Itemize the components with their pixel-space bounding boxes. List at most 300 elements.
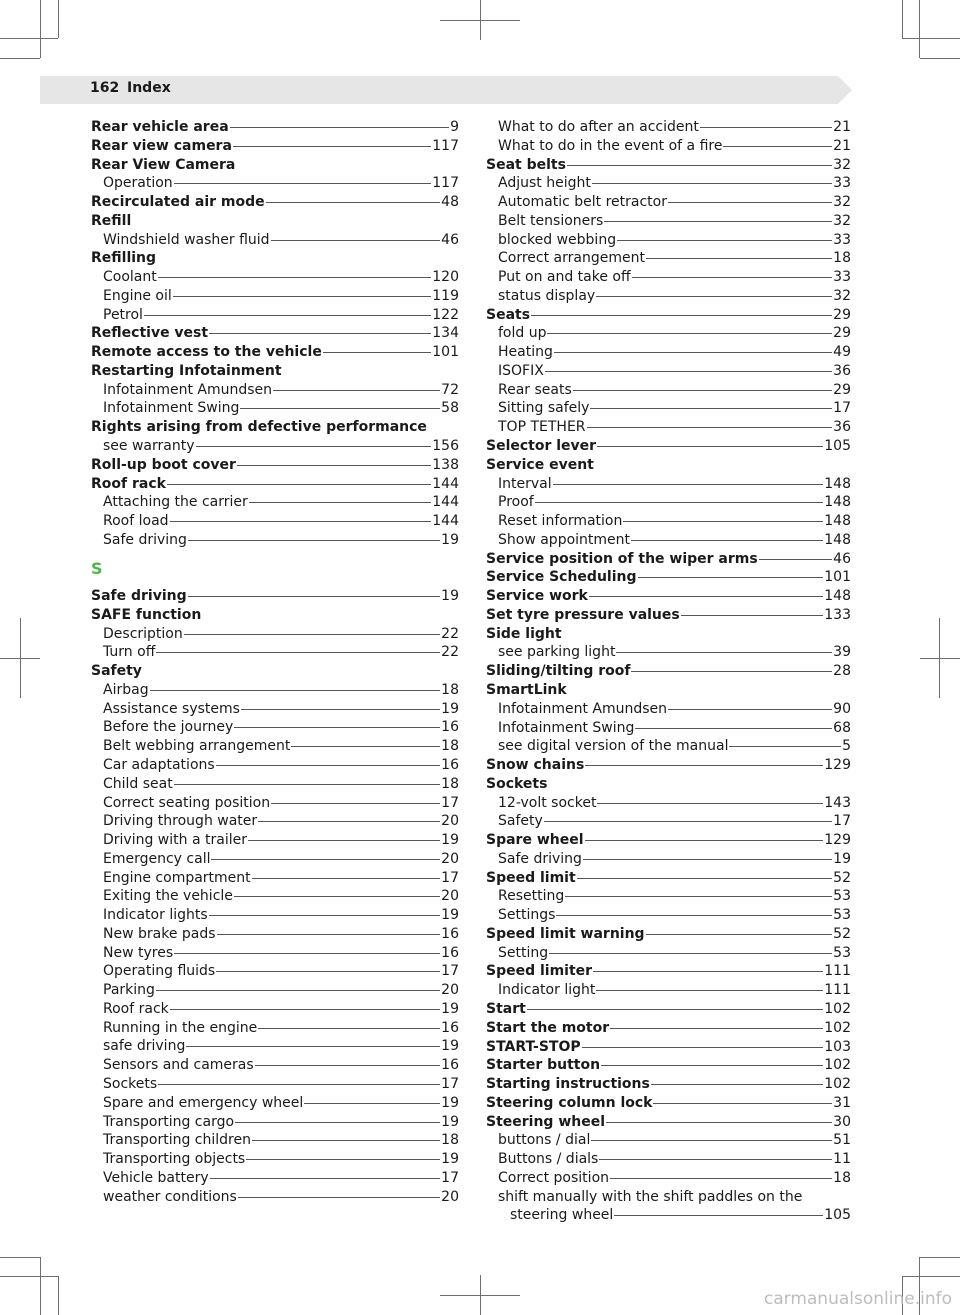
index-page-number: 33 <box>833 269 851 286</box>
leader-line <box>248 840 440 841</box>
index-entry-label: Rights arising from defective performance <box>91 419 427 436</box>
leader-line <box>271 803 440 804</box>
leader-line <box>596 296 832 297</box>
index-subentry <box>91 1037 459 1056</box>
index-entry-label: Service work <box>486 588 588 605</box>
leader-line <box>174 784 440 785</box>
index-subentry <box>486 719 851 738</box>
index-entry <box>91 137 459 156</box>
watermark: carmanualsonline.info <box>763 1289 952 1309</box>
index-entry-label: Safe driving <box>91 588 187 605</box>
crop-mark <box>0 1257 40 1258</box>
index-page-number: 31 <box>833 1094 851 1111</box>
leader-line <box>646 258 832 259</box>
index-page-number: 46 <box>833 550 851 567</box>
leader-line <box>596 990 823 991</box>
index-page-number: 20 <box>441 813 459 830</box>
leader-line <box>614 1215 823 1216</box>
index-page-number: 32 <box>833 287 851 304</box>
leader-line <box>233 146 431 147</box>
index-entry <box>486 681 851 700</box>
index-page-number: 19 <box>441 700 459 717</box>
index-subentry <box>91 625 459 644</box>
leader-line <box>583 859 832 860</box>
leader-line <box>291 746 440 747</box>
crop-mark <box>919 0 920 58</box>
index-entry-label: see digital version of the manual <box>498 738 729 755</box>
index-entry <box>486 869 851 888</box>
index-entry-label: ISOFIX <box>498 362 544 379</box>
index-entry-label: 12-volt socket <box>498 794 597 811</box>
crop-mark <box>440 20 520 21</box>
index-entry-label: Correct arrangement <box>498 250 645 267</box>
index-entry-label: Vehicle battery <box>103 1169 209 1186</box>
index-entry-label: Heating <box>498 344 553 361</box>
index-entry <box>486 831 851 850</box>
leader-line <box>527 1009 823 1010</box>
leader-line <box>156 990 440 991</box>
index-entry <box>91 418 459 437</box>
index-page-number: 21 <box>833 137 851 154</box>
index-entry-label: Interval <box>498 475 552 492</box>
page-title: Index <box>127 80 171 96</box>
index-subentry <box>91 381 459 400</box>
index-entry-label: Belt tensioners <box>498 212 604 229</box>
index-entry-label: Operating fluids <box>103 963 216 980</box>
index-subentry <box>486 944 851 963</box>
index-page-number: 53 <box>833 888 851 905</box>
leader-line <box>729 746 841 747</box>
index-entry <box>91 456 459 475</box>
index-subentry <box>486 812 851 831</box>
index-entry-label: Starter button <box>486 1057 601 1074</box>
leader-line <box>240 408 440 409</box>
index-page-number: 18 <box>441 775 459 792</box>
index-subentry <box>91 775 459 794</box>
index-subentry <box>486 794 851 813</box>
leader-line <box>638 577 824 578</box>
index-page-number: 22 <box>441 625 459 642</box>
crop-mark <box>0 58 40 59</box>
index-subentry <box>486 850 851 869</box>
index-entry-label: New tyres <box>103 944 174 961</box>
index-entry-label: Infotainment Swing <box>498 719 635 736</box>
index-entry-label: Show appointment <box>498 531 631 548</box>
index-subentry <box>486 1188 851 1207</box>
index-page-number: 17 <box>441 794 459 811</box>
index-subentry <box>486 381 851 400</box>
leader-line <box>567 165 832 166</box>
index-subentry <box>486 493 851 512</box>
index-page-number: 105 <box>824 1207 851 1224</box>
index-entry <box>486 550 851 569</box>
index-entry-label: Belt webbing arrangement <box>103 738 291 755</box>
index-page-number: 19 <box>833 850 851 867</box>
index-page-number: 18 <box>833 1169 851 1186</box>
index-subentry <box>486 231 851 250</box>
index-entry <box>91 118 459 137</box>
index-entry-label: Side light <box>486 625 562 642</box>
index-entry <box>91 343 459 362</box>
leader-line <box>604 221 832 222</box>
leader-line <box>167 484 431 485</box>
index-entry-label: New brake pads <box>103 925 216 942</box>
index-page-number: 111 <box>824 982 851 999</box>
index-subentry <box>91 718 459 737</box>
index-entry-label: Safety <box>498 813 543 830</box>
index-entry <box>486 925 851 944</box>
leader-line <box>170 521 432 522</box>
index-page-number: 29 <box>833 306 851 323</box>
leader-line <box>573 390 832 391</box>
index-page-number: 46 <box>441 231 459 248</box>
leader-line <box>173 296 431 297</box>
index-page-number: 53 <box>833 944 851 961</box>
index-entry-label: Spare and emergency wheel <box>103 1094 304 1111</box>
index-page-number: 18 <box>833 250 851 267</box>
leader-line <box>238 1197 440 1198</box>
index-entry-label: Remote access to the vehicle <box>91 344 322 361</box>
index-entry-label: Petrol <box>103 306 143 323</box>
index-subentry <box>486 399 851 418</box>
index-entry-label: What to do in the event of a fire <box>498 137 723 154</box>
index-entry-label: Turn off <box>103 644 156 661</box>
index-entry <box>486 1094 851 1113</box>
index-page-number: 18 <box>441 1132 459 1149</box>
index-entry-label: Speed limiter <box>486 963 593 980</box>
index-entry-label: steering wheel <box>510 1207 614 1224</box>
index-entry-label: Settings <box>498 907 556 924</box>
index-page-number: 101 <box>432 344 459 361</box>
index-page-number: 49 <box>833 344 851 361</box>
index-entry-label: Safe driving <box>103 531 187 548</box>
leader-line <box>258 1028 440 1029</box>
leader-line <box>590 408 832 409</box>
index-page-number: 11 <box>833 1151 851 1168</box>
index-subentry <box>91 1019 459 1038</box>
index-page-number: 20 <box>441 888 459 905</box>
index-page-number: 111 <box>824 963 851 980</box>
index-entry-label: Roll-up boot cover <box>91 456 236 473</box>
leader-line <box>668 202 832 203</box>
index-page-number: 5 <box>842 738 851 755</box>
index-entry-label: blocked webbing <box>498 231 617 248</box>
index-subentry <box>486 343 851 362</box>
index-subentry <box>91 1169 459 1188</box>
index-page-number: 9 <box>450 119 459 135</box>
index-entry-label: Seats <box>486 306 531 323</box>
index-page-number: 48 <box>441 194 459 211</box>
index-subentry <box>91 399 459 418</box>
index-subentry <box>486 174 851 193</box>
leader-line <box>553 484 824 485</box>
index-page-number: 30 <box>833 1113 851 1130</box>
index-entry-label: Sockets <box>103 1076 158 1093</box>
index-subentry <box>486 418 851 437</box>
leader-line <box>216 765 441 766</box>
leader-line <box>184 634 440 635</box>
index-page-number: 16 <box>441 925 459 942</box>
index-page-number: 20 <box>441 1188 459 1205</box>
index-subentry <box>91 906 459 925</box>
index-page-number: 33 <box>833 175 851 192</box>
index-subentry <box>91 1131 459 1150</box>
index-page-number: 129 <box>824 757 851 774</box>
index-subentry <box>91 831 459 850</box>
index-page-number: 119 <box>432 287 459 304</box>
leader-line <box>237 465 431 466</box>
leader-line <box>266 202 441 203</box>
leader-line <box>234 727 440 728</box>
index-entry-label: Recirculated air mode <box>91 194 265 211</box>
index-subentry <box>91 794 459 813</box>
index-entry-label: START-STOP <box>486 1038 581 1055</box>
index-entry-label: Snow chains <box>486 757 585 774</box>
index-column-left <box>91 118 459 1206</box>
leader-line <box>554 352 832 353</box>
leader-line <box>210 1178 441 1179</box>
index-entry-label: Safe driving <box>498 850 582 867</box>
crop-mark <box>0 38 58 39</box>
leader-line <box>668 709 832 710</box>
index-page-number: 52 <box>833 869 851 886</box>
leader-line <box>585 840 824 841</box>
leader-line <box>599 1159 832 1160</box>
crop-mark <box>920 658 960 659</box>
index-page-number: 144 <box>432 513 459 530</box>
index-entry <box>91 362 459 381</box>
index-subentry <box>486 643 851 662</box>
index-subentry <box>91 812 459 831</box>
index-entry-label: Transporting children <box>103 1132 251 1149</box>
index-subentry <box>91 962 459 981</box>
index-page-number: 39 <box>833 644 851 661</box>
leader-line <box>246 1159 440 1160</box>
index-entry-label: Seat belts <box>486 156 566 173</box>
leader-line <box>188 540 440 541</box>
index-page-number: 102 <box>824 1076 851 1093</box>
index-page-number: 53 <box>833 907 851 924</box>
index-entry-label: Transporting objects <box>103 1151 246 1168</box>
leader-line <box>547 333 832 334</box>
leader-line <box>188 596 441 597</box>
index-subentry <box>486 362 851 381</box>
index-entry <box>486 1000 851 1019</box>
index-subentry <box>91 925 459 944</box>
crop-mark <box>920 58 960 59</box>
index-subentry <box>91 512 459 531</box>
index-entry-label: Setting <box>498 944 549 961</box>
index-entry-label: Speed limit <box>486 869 576 886</box>
index-page-number: 102 <box>824 1019 851 1036</box>
index-page-number: 19 <box>441 531 459 548</box>
index-entry-label: Service Scheduling <box>486 569 637 586</box>
index-page-number: 32 <box>833 194 851 211</box>
index-subentry <box>486 475 851 494</box>
index-subentry <box>486 512 851 531</box>
leader-line <box>610 1028 823 1029</box>
index-entry-label: Driving through water <box>103 813 258 830</box>
index-entry-label: Steering wheel <box>486 1113 606 1130</box>
index-subentry <box>486 287 851 306</box>
leader-line <box>230 127 449 128</box>
index-entry <box>91 587 459 606</box>
index-entry <box>486 1019 851 1038</box>
leader-line <box>174 953 440 954</box>
index-entry-label: Indicator light <box>498 982 596 999</box>
index-subentry <box>486 118 851 137</box>
leader-line <box>585 765 823 766</box>
index-entry-label: Assistance systems <box>103 700 240 717</box>
index-entry <box>486 775 851 794</box>
index-subentry <box>91 756 459 775</box>
index-entry-label: shift manually with the shift paddles on the <box>498 1188 803 1205</box>
index-entry-label: Description <box>103 625 183 642</box>
index-page-number: 90 <box>833 700 851 717</box>
index-subentry <box>91 231 459 250</box>
crop-mark <box>902 38 960 39</box>
index-subentry <box>91 437 459 456</box>
leader-line <box>144 315 431 316</box>
index-subentry <box>91 1000 459 1019</box>
leader-line <box>258 821 440 822</box>
index-page-number: 19 <box>441 1113 459 1130</box>
index-entry <box>91 156 459 175</box>
index-entry-label: Spare wheel <box>486 832 584 849</box>
index-entry-label: Starting instructions <box>486 1076 650 1093</box>
index-subentry <box>91 1113 459 1132</box>
index-entry <box>91 606 459 625</box>
index-page-number: 36 <box>833 419 851 436</box>
index-page-number: 32 <box>833 212 851 229</box>
index-entry <box>486 962 851 981</box>
leader-line <box>235 1122 440 1123</box>
index-page-number: 105 <box>824 438 851 455</box>
index-page-number: 102 <box>824 1000 851 1017</box>
index-entry-label: Steering column lock <box>486 1094 653 1111</box>
leader-line <box>577 878 833 879</box>
index-entry-label: Transporting cargo <box>103 1113 235 1130</box>
leader-line <box>158 1084 440 1085</box>
index-subentry <box>91 306 459 325</box>
index-subentry <box>486 981 851 1000</box>
index-page-number: 19 <box>441 1038 459 1055</box>
index-page-number: 17 <box>441 1169 459 1186</box>
index-entry-label: Sockets <box>486 775 548 792</box>
index-subentry <box>91 1150 459 1169</box>
index-page-number: 122 <box>432 306 459 323</box>
index-entry-label: Roof load <box>103 513 169 530</box>
index-entry <box>486 437 851 456</box>
leader-line <box>700 127 832 128</box>
index-subentry <box>91 944 459 963</box>
index-entry <box>486 306 851 325</box>
index-subentry <box>91 1075 459 1094</box>
index-entry-label: Car adaptations <box>103 757 215 773</box>
index-entry <box>91 475 459 494</box>
index-entry-label: Service position of the wiper arms <box>486 550 758 567</box>
index-subentry <box>486 906 851 925</box>
index-page-number: 52 <box>833 925 851 942</box>
index-page-number: 19 <box>441 832 459 849</box>
index-entry-label: Start <box>486 1000 526 1017</box>
index-entry-label: Sensors and cameras <box>103 1057 254 1074</box>
index-page-number: 36 <box>833 362 851 379</box>
index-page-number: 17 <box>833 813 851 830</box>
index-entry-label: Parking <box>103 982 155 999</box>
index-entry-label: Operation <box>103 175 173 192</box>
index-page-number: 103 <box>824 1038 851 1055</box>
index-entry-label: Refilling <box>91 250 157 267</box>
leader-line <box>589 596 823 597</box>
index-entry-label: Airbag <box>103 681 149 698</box>
index-page-number: 58 <box>441 400 459 417</box>
index-subentry <box>486 1131 851 1150</box>
index-page-number: 138 <box>432 456 459 473</box>
index-subentry <box>486 887 851 906</box>
index-subentry <box>91 268 459 287</box>
index-page-number: 144 <box>432 494 459 511</box>
index-page-number: 117 <box>432 137 459 154</box>
index-page-number: 101 <box>824 569 851 586</box>
leader-line <box>544 821 832 822</box>
leader-line <box>186 1046 440 1047</box>
leader-line <box>273 390 440 391</box>
leader-line <box>252 878 441 879</box>
index-subentry <box>91 700 459 719</box>
index-entry-label: Sliding/tilting roof <box>486 663 631 680</box>
index-page-number: 17 <box>441 963 459 980</box>
leader-line <box>234 896 440 897</box>
index-entry-label: buttons / dial <box>498 1132 591 1149</box>
leader-line <box>623 521 823 522</box>
leader-line <box>535 502 824 503</box>
index-page-number: 29 <box>833 325 851 342</box>
index-entry <box>91 662 459 681</box>
leader-line <box>217 934 441 935</box>
index-page-number: 22 <box>441 644 459 661</box>
index-subentry <box>486 700 851 719</box>
leader-line <box>271 240 441 241</box>
index-subentry <box>486 1150 851 1169</box>
index-subentry <box>91 981 459 1000</box>
index-page-number: 28 <box>833 663 851 680</box>
index-subentry <box>486 193 851 212</box>
index-entry-label: see warranty <box>103 438 195 455</box>
index-entry-label: Windshield washer fluid <box>103 231 270 248</box>
index-page-number: 32 <box>833 156 851 173</box>
leader-line <box>565 896 832 897</box>
index-page-number: 144 <box>432 475 459 492</box>
leader-line <box>209 333 431 334</box>
index-entry-label: Exiting the vehicle <box>103 888 233 905</box>
leader-line <box>323 352 431 353</box>
leader-line <box>681 615 824 616</box>
leader-line <box>156 652 440 653</box>
index-entry-label: SAFE function <box>91 606 202 623</box>
index-subentry <box>486 1169 851 1188</box>
index-subentry <box>91 850 459 869</box>
crop-mark <box>440 1295 520 1296</box>
leader-line <box>597 446 823 447</box>
leader-line <box>241 709 440 710</box>
index-page-number: 156 <box>432 438 459 455</box>
index-page-number: 17 <box>833 400 851 417</box>
index-page-number: 18 <box>441 681 459 698</box>
leader-line <box>601 1065 823 1066</box>
index-entry-label: TOP TETHER <box>498 419 586 436</box>
leader-line <box>174 183 432 184</box>
